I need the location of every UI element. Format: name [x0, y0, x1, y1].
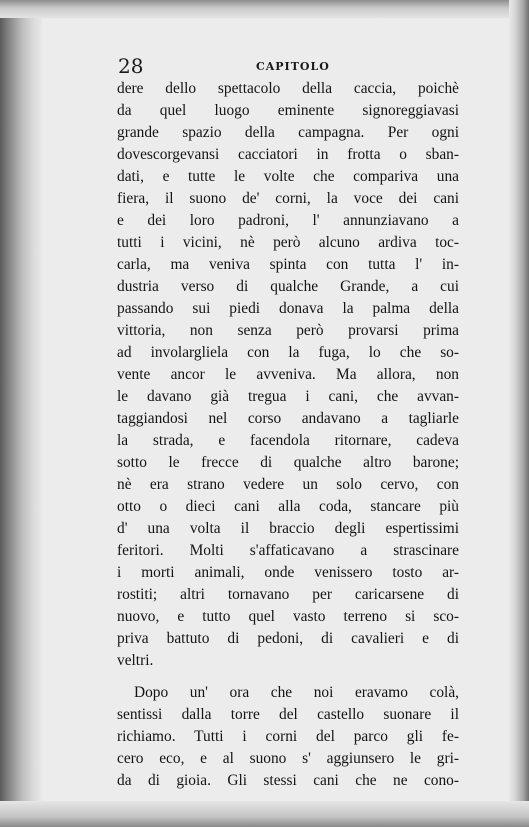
text-line: taggiandosi nel corso andavano a tagliarle: [117, 410, 459, 427]
text-line: sotto le frecce di qualche altro barone;: [117, 454, 459, 471]
paragraph-gap: [117, 672, 459, 682]
text-line: veltri.: [117, 652, 154, 669]
text-line: dere dello spettacolo della caccia, poichè: [117, 80, 459, 97]
page-bottom-shadow: [0, 801, 529, 827]
text-line: rostiti; altri tornavano per caricarsene di: [117, 586, 459, 603]
text-line: e dei loro padroni, l' annunziavano a: [117, 212, 459, 229]
text-line: grande spazio della campagna. Per ogni: [117, 124, 459, 141]
text-line: sentissi dalla torre del castello suonare il: [117, 706, 459, 723]
page-binding-shadow: [0, 0, 42, 827]
text-line: dustria verso di qualche Grande, a cui: [117, 278, 459, 295]
text-line: le davano già tregua i cani, che avvan-: [117, 388, 459, 405]
text-line: carla, ma veniva spinta con tutta l' in-: [117, 256, 459, 273]
text-line: nè era strano vedere un solo cervo, con: [117, 476, 459, 493]
text-line: otto o dieci cani alla coda, stancare più: [117, 498, 459, 515]
text-line: dovescorgevansi cacciatori in frotta o sban-: [117, 146, 459, 163]
running-head: CAPITOLO: [256, 60, 330, 73]
text-line: priva battuto di pedoni, di cavalieri e di: [117, 630, 459, 647]
text-line: vittoria, non senza però provarsi prima: [117, 322, 459, 339]
text-line: cero eco, e al suono s' aggiunsero le gri-: [117, 750, 459, 767]
text-line: la strada, e facendola ritornare, cadeva: [117, 432, 459, 449]
text-line: i morti animali, onde venissero tosto ar-: [117, 564, 459, 581]
body-text: [117, 78, 459, 792]
text-line: tutti i vicini, nè però alcuno ardiva toc-: [117, 234, 459, 251]
text-line: nuovo, e tutto quel vasto terreno si sco-: [117, 608, 459, 625]
page-right-shadow: [509, 0, 529, 827]
page-number: 28: [118, 54, 144, 78]
text-line: fiera, il suono de' corni, la voce dei cani: [117, 190, 459, 207]
text-line: d' una volta il braccio degli espertissimi: [117, 520, 459, 537]
text-line: da di gioia. Gli stessi cani che ne cono-: [117, 772, 459, 789]
page-header: [118, 54, 458, 76]
page-top-shadow: [0, 0, 529, 18]
text-line: ad involargliela con la fuga, lo che so-: [117, 344, 459, 361]
text-line: richiamo. Tutti i corni del parco gli fe-: [117, 728, 459, 745]
text-line: vente ancor le avveniva. Ma allora, non: [117, 366, 459, 383]
text-line: passando sui piedi donava la palma della: [117, 300, 459, 317]
text-line: Dopo un' ora che noi eravamo colà,: [134, 684, 459, 701]
text-line: dati, e tutte le volte che compariva una: [117, 168, 459, 185]
text-line: feritori. Molti s'affaticavano a strascinare: [117, 542, 459, 559]
text-line: da quel luogo eminente signoreggiavasi: [117, 102, 459, 119]
